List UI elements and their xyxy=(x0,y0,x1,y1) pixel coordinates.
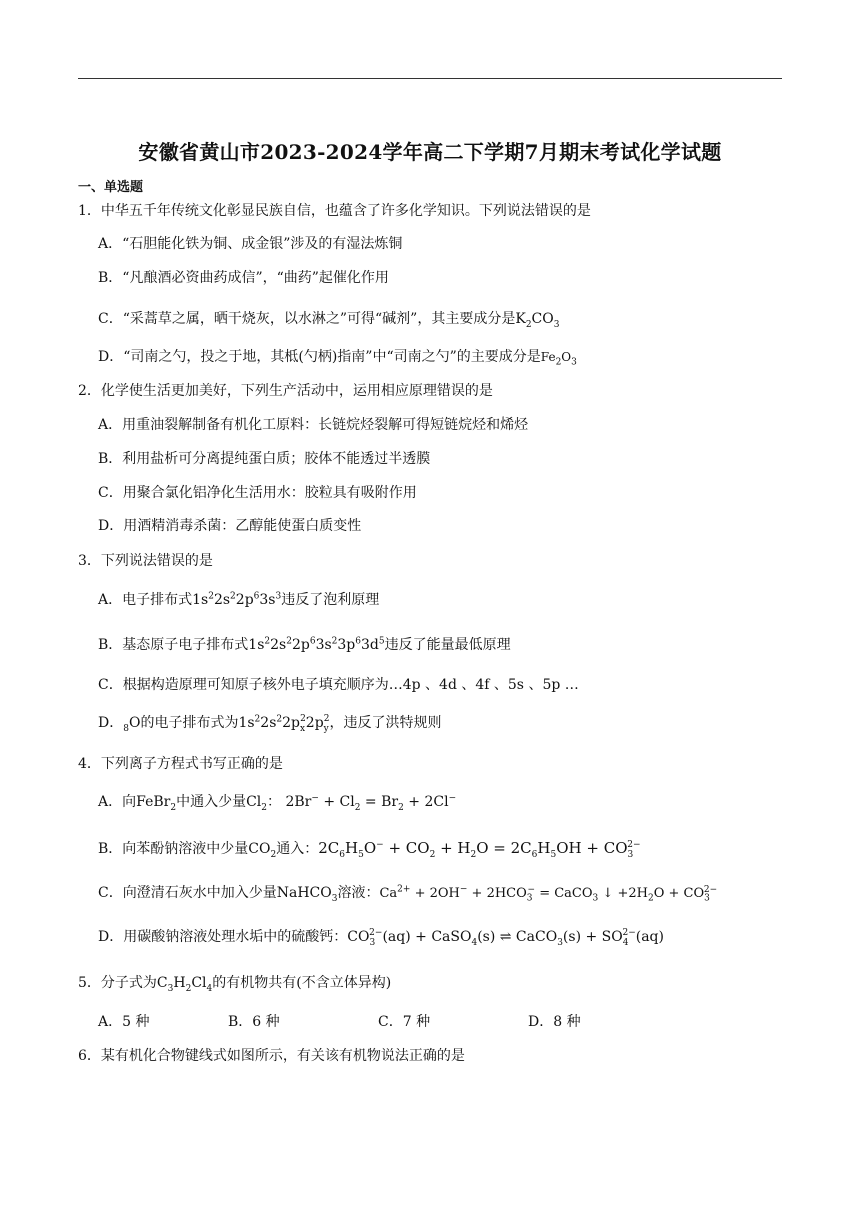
question-3-option-d-post: ，违反了洪特规则 xyxy=(329,715,442,731)
question-4-option-b-mid: 通入： xyxy=(276,841,319,857)
question-4-option-c-mid: 溶液： xyxy=(337,885,380,901)
question-4-option-b-pre: B．向苯酚钠溶液中少量 xyxy=(98,841,249,857)
question-1-option-c: C．“采蒿草之属，晒干烧灰，以水淋之”可得“碱剂”，其主要成分是$K_2CO_3$ xyxy=(98,311,560,330)
question-3-option-d: D．$_8$O的电子排布式为$1s^22s^22p_x^22p_y^2$，违反了洪特规则 xyxy=(98,714,442,734)
question-5-stem-post: 的有机物共有(不含立体异构) xyxy=(212,975,392,991)
question-2-stem: 2．化学使生活更加美好，下列生产活动中，运用相应原理错误的是 xyxy=(78,383,493,399)
header-rule xyxy=(78,78,782,79)
question-5-option-b: B．6 种 xyxy=(228,1014,280,1030)
question-3-stem: 3．下列说法错误的是 xyxy=(78,553,213,569)
question-3-option-c-sequence: 4p 、4d 、4f 、5s 、5p … xyxy=(402,677,579,693)
question-6-stem: 6．某有机化合物键线式如图所示，有关该有机物说法正确的是 xyxy=(78,1048,465,1064)
question-3-option-b: B．基态原子电子排布式$1s^22s^22p^63s^23p^63d^5$违反了能量最低原理 xyxy=(98,636,511,653)
question-5-option-c: C．7 种 xyxy=(378,1014,431,1030)
question-4-stem: 4．下列离子方程式书写正确的是 xyxy=(78,756,283,772)
question-3-option-b-pre: B．基态原子电子排布式 xyxy=(98,637,249,653)
question-2-option-c: C．用聚合氯化铝净化生活用水：胶粒具有吸附作用 xyxy=(98,485,417,501)
question-5-option-a: A．5 种 xyxy=(98,1014,150,1030)
question-5-option-d: D．8 种 xyxy=(528,1014,581,1030)
question-3-option-d-pre: D． xyxy=(98,715,124,731)
question-1-option-d-text: D．“司南之勺，投之于地，其柢(勺柄)指南”中“司南之勺”的主要成分是 xyxy=(98,349,541,365)
question-3-option-a-post: 违反了泡利原理 xyxy=(281,592,380,608)
question-2-option-d: D．用酒精消毒杀菌：乙醇能使蛋白质变性 xyxy=(98,518,362,534)
question-1-option-d: D．“司南之勺，投之于地，其柢(勺柄)指南”中“司南之勺”的主要成分是$Fe_2O_3$ xyxy=(98,349,577,368)
question-4-option-c-pre: C．向澄清石灰水中加入少量 xyxy=(98,885,277,901)
question-2-option-b: B．利用盐析可分离提纯蛋白质；胶体不能透过半透膜 xyxy=(98,451,431,467)
question-3-option-d-mid: O的电子排布式为 xyxy=(128,715,239,731)
section-heading: 一、单选题 xyxy=(78,180,144,195)
question-1-option-c-text: C．“采蒿草之属，晒干烧灰，以水淋之”可得“碱剂”，其主要成分是 xyxy=(98,311,516,327)
question-4-option-d: D．用碳酸钠溶液处理水垢中的硫酸钙：$CO_3^{2-}(aq)$ + CaSO$_4$(s) ⇌ CaCO$_3$(s) + $SO_4^{2-}(aq)$ xyxy=(98,928,664,948)
question-4-option-a-pre: A．向 xyxy=(98,794,137,810)
question-4-option-c: C．向澄清石灰水中加入少量NaHCO$_3$溶液：$Ca^{2+} + 2OH^- + 2HCO_3^-$ = CaCO$_3$ ↓ $+2H_2O + CO_3^{2-}$ xyxy=(98,884,718,904)
question-4-option-b: B．向苯酚钠溶液中少量$CO_2$通入：$2C_6H_5O^- + CO_2 + H_2O = 2C_6H_5OH + CO_3^{2-}$ xyxy=(98,839,641,860)
question-1-option-b: B．“凡酿酒必资曲药成信”，“曲药”起催化作用 xyxy=(98,270,389,286)
question-2-option-a: A．用重油裂解制备有机化工原料：长链烷烃裂解可得短链烷烃和烯烃 xyxy=(98,417,529,433)
page-title: 安徽省黄山市2023-2024学年高二下学期7月期末考试化学试题 xyxy=(138,140,722,164)
question-1-option-a: A．“石胆能化铁为铜、成金银”涉及的有湿法炼铜 xyxy=(98,236,403,252)
question-3-option-a: A．电子排布式$1s^22s^22p^63s^3$违反了泡利原理 xyxy=(98,591,380,608)
question-4-option-a: A．向FeBr$_2$中通入少量$Cl_2$： $2Br^- + Cl_2 = Br_2 + 2Cl^-$ xyxy=(98,793,457,813)
question-3-option-a-pre: A．电子排布式 xyxy=(98,592,193,608)
question-5-stem-pre: 5．分子式为 xyxy=(78,975,157,991)
question-5-stem: 5．分子式为$C_3H_2Cl_4$的有机物共有(不含立体异构) xyxy=(78,975,392,994)
question-4-option-a-mid: 中通入少量 xyxy=(176,794,247,810)
question-3-option-c xyxy=(98,675,579,695)
question-3-option-b-post: 违反了能量最低原理 xyxy=(384,637,511,653)
question-3-option-c-pre: C．根据构造原理可知原子核外电子填充顺序为… xyxy=(98,677,403,693)
question-1-stem: 1．中华五千年传统文化彰显民族自信，也蕴含了许多化学知识。下列说法错误的是 xyxy=(78,203,591,219)
question-4-option-d-pre: D．用碳酸钠溶液处理水垢中的硫酸钙： xyxy=(98,929,348,945)
